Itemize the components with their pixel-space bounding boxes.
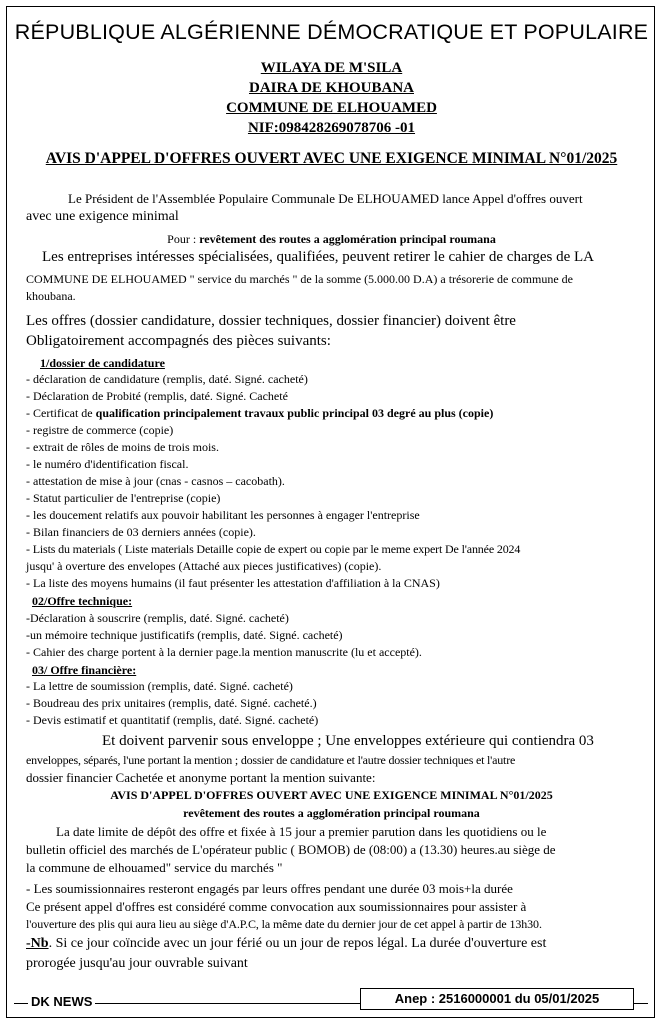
nif-line: NIF:098428269078706 -01 <box>247 120 416 136</box>
technique-item: -un mémoire technique justificatifs (remplis, daté. Signé. cacheté) <box>26 628 343 642</box>
envelope-line-1: Et doivent parvenir sous enveloppe ; Une enveloppes extérieure qui contiendra 03 <box>102 733 594 749</box>
candidature-item: - Déclaration de Probité (remplis, daté. Signé. Cacheté <box>26 389 288 403</box>
nota-text: . Si ce jour coïncide avec un jour férié ou un jour de repos légal. La durée d'ouverture est <box>48 936 547 951</box>
candidature-item: - déclaration de candidature (remplis, daté. Signé. cacheté) <box>26 372 308 386</box>
candidature-item: - Statut particulier de l'entreprise (copie) <box>26 491 221 505</box>
intro-line-1: Le Président de l'Assemblée Populaire Communale De ELHOUAMED lance Appel d'offres ouvert <box>68 191 583 206</box>
envelope-subject: revêtement des routes a agglomération principal roumana <box>183 806 480 820</box>
envelope-line-2: enveloppes, séparés, l'une portant la mention ; dossier de candidature et l'autre dossier techniques et l'autre <box>26 753 516 767</box>
candidature-item <box>26 406 493 421</box>
candidature-item: - Bilan financiers de 03 derniers années (copie). <box>26 525 256 539</box>
offres-line-2: Obligatoirement accompagnés des pièces suivants: <box>26 333 331 349</box>
nota-line-2: prorogée jusqu'au jour ouvrable suivant <box>26 956 248 971</box>
certificat-prefix: - Certificat de <box>26 406 96 420</box>
candidature-item: - registre de commerce (copie) <box>26 423 174 437</box>
footer-anep-reference: Anep : 2516000001 du 05/01/2025 <box>360 988 634 1010</box>
candidature-item: - le numéro d'identification fiscal. <box>26 457 189 471</box>
candidature-item: - Lists du materials ( Liste materials Detaille copie de expert ou copie par le meme expert De l'année 2024 <box>26 542 521 556</box>
daira-line: DAIRA DE KHOUBANA <box>248 80 414 96</box>
financiere-item: - Boudreau des prix unitaires (remplis, daté. Signé. cacheté.) <box>26 696 317 710</box>
convocation-line-1: Ce présent appel d'offres est considéré comme convocation aux soumissionnaires pour assister à <box>26 899 527 914</box>
pour-subject: revêtement des routes a agglomération principal roumana <box>199 232 496 246</box>
retrait-line-2: COMMUNE DE ELHOUAMED " service du marchés " de la somme (5.000.00 D.A) a trésorerie de commune de <box>26 272 573 286</box>
offres-line-1: Les offres (dossier candidature, dossier techniques, dossier financier) doivent être <box>26 313 516 329</box>
convocation-line-2: l'ouverture des plis qui aura lieu au siège d'A.P.C, la même date du dernier jour de cet appel à partir de 13h30. <box>26 917 542 931</box>
technique-item: - Cahier des charge portent à la dernier page.la mention manuscrite (lu et accepté). <box>26 645 422 659</box>
nota-line-1 <box>26 936 546 952</box>
candidature-item: - La liste des moyens humains (il faut présenter les attestation d'affiliation à la CNAS) <box>26 576 440 590</box>
candidature-item: - attestation de mise à jour (cnas - casnos – cacobath). <box>26 474 285 488</box>
pour-prefix: Pour : <box>167 232 200 246</box>
retrait-line-1: Les entreprises intéresses spécialisées, qualifiées, peuvent retirer le cahier de charges de LA <box>42 249 594 265</box>
tender-title: AVIS D'APPEL D'OFFRES OUVERT AVEC UNE EXIGENCE MINIMAL N°01/2025 <box>45 150 618 167</box>
certificat-bold: qualification principalement travaux public principal 03 degré au plus (copie) <box>95 406 494 420</box>
engagement-line: - Les soumissionnaires resteront engagés par leurs offres pendant une durée 03 mois+la durée <box>26 881 513 896</box>
financiere-item: - La lettre de soumission (remplis, daté. Signé. cacheté) <box>26 679 293 693</box>
footer-source: DK NEWS <box>28 994 95 1009</box>
pour-line <box>0 232 663 247</box>
candidature-heading: 1/dossier de candidature <box>40 356 165 370</box>
nota-label: -Nb <box>26 936 49 951</box>
deadline-line-3: la commune de elhouamed" service du marchés " <box>26 860 283 875</box>
deadline-line-2: bulletin officiel des marchés de L'opérateur public ( BOMOB) de (08:00) a (13.30) heures.au siège de <box>26 842 556 857</box>
commune-line: COMMUNE DE ELHOUAMED <box>226 100 437 116</box>
candidature-item: jusqu' à overture des envelopes (Attaché aux pieces justificatives) (copie). <box>26 559 382 573</box>
footer-rule-end <box>634 1003 648 1004</box>
country-heading: RÉPUBLIQUE ALGÉRIENNE DÉMOCRATIQUE ET POPULAIRE <box>14 20 649 44</box>
technique-item: -Déclaration à souscrire (remplis, daté. Signé. cacheté) <box>26 611 289 625</box>
intro-line-2: avec une exigence minimal <box>26 209 179 224</box>
wilaya-line: WILAYA DE M'SILA <box>260 60 403 76</box>
technique-heading: 02/Offre technique: <box>32 594 133 608</box>
financiere-heading: 03/ Offre financière: <box>32 663 137 677</box>
deadline-line-1: La date limite de dépôt des offre et fixée à 15 jour a premier parution dans les quotidiens ou le <box>56 824 547 839</box>
candidature-item: - extrait de rôles de moins de trois mois. <box>26 440 219 454</box>
retrait-line-3: khoubana. <box>26 289 76 303</box>
envelope-title: AVIS D'APPEL D'OFFRES OUVERT AVEC UNE EXIGENCE MINIMAL N°01/2025 <box>110 788 553 802</box>
financiere-item: - Devis estimatif et quantitatif (remplis, daté. Signé. cacheté) <box>26 713 319 727</box>
envelope-line-3: dossier financier Cachetée et anonyme portant la mention suivante: <box>26 770 376 785</box>
candidature-item: - les doucement relatifs aux pouvoir habilitant les personnes à engager l'entreprise <box>26 508 420 522</box>
